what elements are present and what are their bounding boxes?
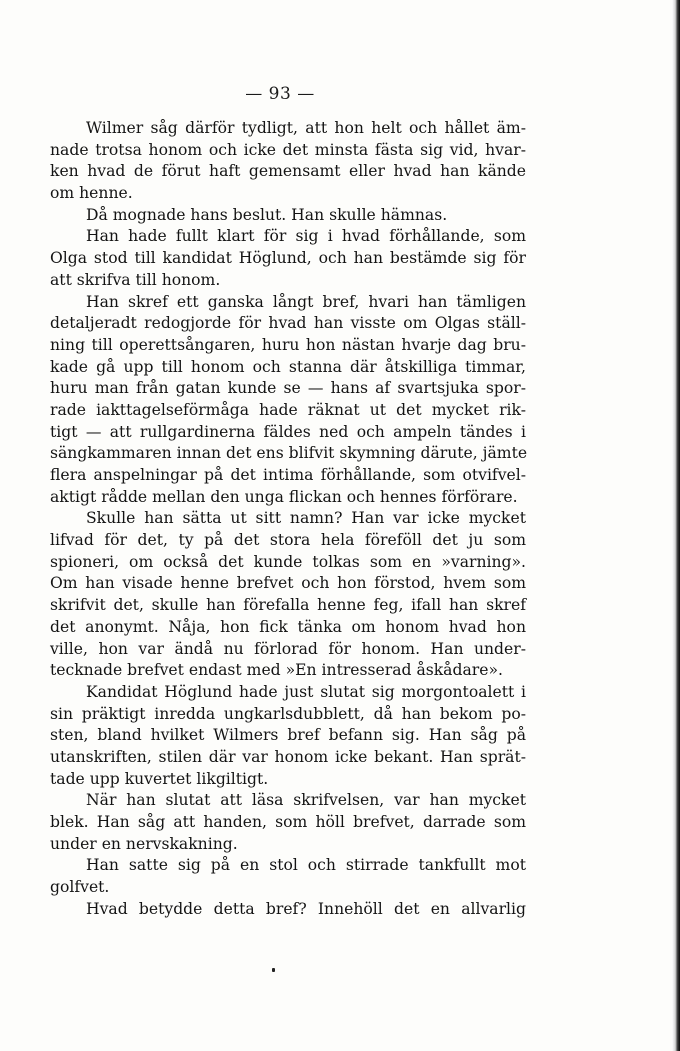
text-line: under en nervskakning.: [50, 834, 238, 853]
text-line: aktigt rådde mellan den unga flickan och hennes förförare.: [50, 487, 518, 506]
body-text: [50, 118, 526, 920]
text-line: Kandidat Höglund hade just slutat sig morgontoalett i: [86, 682, 526, 701]
text-line: det anonymt. Nåja, hon fick tänka om honom hvad hon: [50, 617, 526, 636]
text-line: att skrifva till honom.: [50, 270, 221, 289]
text-line: tecknade brefvet endast med »En intresserad åskådare».: [50, 661, 503, 680]
text-line: Om han visade henne brefvet och hon förstod, hvem som: [50, 574, 526, 593]
text-line: ken hvad de förut haft gemensamt eller hvad han kände: [50, 162, 526, 181]
text-line: Då mognade hans beslut. Han skulle hämnas.: [86, 205, 448, 224]
text-line: sängkammaren innan det ens blifvit skymning därute, jämte: [50, 444, 528, 463]
text-line: När han slutat att läsa skrifvelsen, var han mycket: [86, 791, 526, 810]
text-line: tigt — att rullgardinerna fäldes ned och ampeln tändes i: [50, 422, 526, 441]
text-line: ville, hon var ändå nu förlorad för honom. Han under-: [50, 639, 526, 658]
text-line: utanskriften, stilen där var honom icke bekant. Han sprät-: [50, 747, 526, 766]
text-line: detaljeradt redogjorde för hvad han visste om Olgas ställ-: [50, 314, 526, 333]
text-line: ning till operettsångaren, huru hon nästan hvarje dag bru-: [50, 335, 526, 354]
text-line: skrifvit det, skulle han förefalla henne feg, ifall han skref: [50, 596, 526, 615]
text-line: flera anspelningar på det intima förhållande, som otvifvel-: [50, 466, 526, 484]
text-line: lifvad för det, ty på det stora hela föreföll det ju som: [50, 531, 526, 550]
text-line: Olga stod till kandidat Höglund, och han bestämde sig för: [50, 249, 526, 268]
text-line: om henne.: [50, 184, 133, 203]
page-number: — 93 —: [245, 84, 315, 104]
text-line: nade trotsa honom och icke det minsta fästa sig vid, hvar-: [50, 140, 526, 159]
text-line: rade iakttagelseförmåga hade räknat ut det mycket rik-: [50, 400, 526, 419]
text-line: Han skref ett ganska långt bref, hvari han tämligen: [86, 292, 526, 311]
text-line: huru man från gatan kunde se — hans af svartsjuka spor-: [50, 379, 526, 398]
text-line: Hvad betydde detta bref? Innehöll det en allvarlig: [86, 899, 526, 918]
page-edge-shadow: [672, 0, 680, 1051]
text-line: Skulle han sätta ut sitt namn? Han var icke mycket: [86, 509, 526, 528]
text-line: sten, bland hvilket Wilmers bref befann sig. Han såg på: [50, 726, 526, 745]
text-line: kade gå upp till honom och stanna där åtskilliga timmar,: [50, 357, 526, 376]
text-line: spioneri, om också det kunde tolkas som en »varning».: [50, 552, 526, 571]
text-line: blek. Han såg att handen, som höll brefvet, darrade som: [50, 813, 526, 831]
text-line: Han hade fullt klart för sig i hvad förhållande, som: [86, 227, 526, 246]
text-line: Han satte sig på en stol och stirrade tankfullt mot: [86, 856, 526, 875]
ink-speck: [272, 968, 275, 972]
text-line: golfvet.: [50, 878, 110, 897]
text-line: Wilmer såg därför tydligt, att hon helt och hållet äm-: [86, 119, 526, 137]
text-line: sin präktigt inredda ungkarlsdubblett, då han bekom po-: [50, 704, 526, 723]
text-line: tade upp kuvertet likgiltigt.: [50, 769, 269, 788]
